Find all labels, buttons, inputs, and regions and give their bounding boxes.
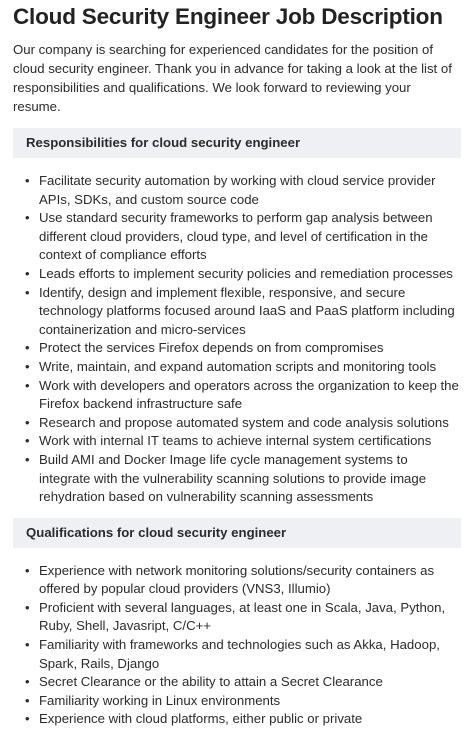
list-item-text: Write, maintain, and expand automation scripts and monitoring tools bbox=[39, 358, 437, 374]
list-item bbox=[25, 172, 461, 209]
qualifications-list bbox=[13, 562, 461, 729]
list-item bbox=[25, 562, 461, 599]
bullet-icon: • bbox=[25, 377, 30, 393]
list-item-text: Work with internal IT teams to achieve internal system certifications bbox=[39, 433, 432, 449]
list-item bbox=[25, 265, 461, 284]
list-item-text: Build AMI and Docker Image life cycle management systems to integrate with the vulnerability scanning solutions to provide image rehydration based on vulnerability scanning assessments bbox=[39, 451, 427, 505]
list-item bbox=[25, 377, 461, 414]
list-item bbox=[25, 636, 461, 673]
bullet-icon: • bbox=[25, 711, 30, 727]
list-item bbox=[25, 358, 461, 377]
list-item-text: Experience with network monitoring solutions/security containers as offered by popular cloud providers (VNS3, Illumio) bbox=[39, 562, 435, 597]
list-item bbox=[25, 432, 461, 451]
list-item bbox=[25, 209, 461, 265]
bullet-icon: • bbox=[25, 562, 30, 578]
bullet-icon: • bbox=[25, 340, 30, 356]
list-item-text: Leads efforts to implement security policies and remediation processes bbox=[39, 265, 453, 281]
bullet-icon: • bbox=[25, 599, 30, 615]
list-item-text: Familiarity working in Linux environments bbox=[39, 692, 281, 708]
list-item-text: Use standard security frameworks to perform gap analysis between different cloud providers, cloud type, and level of certification in the context of compliance efforts bbox=[39, 210, 433, 263]
bullet-icon: • bbox=[25, 414, 30, 430]
list-item bbox=[25, 284, 461, 340]
list-item bbox=[25, 710, 461, 729]
list-item-text: Work with developers and operators across the organization to keep the Firefox backend infrastructure safe bbox=[39, 377, 459, 412]
page-title: Cloud Security Engineer Job Description bbox=[13, 4, 443, 29]
bullet-icon: • bbox=[25, 358, 30, 374]
list-item-text: Facilitate security automation by working with cloud service provider APIs, SDKs, and custom source code bbox=[39, 173, 436, 207]
list-item bbox=[25, 339, 461, 358]
bullet-icon: • bbox=[25, 173, 30, 188]
responsibilities-heading: Responsibilities for cloud security engineer bbox=[13, 128, 461, 158]
bullet-icon: • bbox=[25, 433, 30, 449]
bullet-icon: • bbox=[25, 674, 30, 690]
list-item bbox=[25, 673, 461, 692]
qualifications-heading: Qualifications for cloud security engineer bbox=[13, 518, 461, 548]
bullet-icon: • bbox=[25, 210, 30, 226]
list-item-text: Research and propose automated system and code analysis solutions bbox=[39, 414, 449, 430]
list-item bbox=[25, 451, 461, 507]
bullet-icon: • bbox=[25, 284, 30, 300]
list-item bbox=[25, 599, 461, 636]
list-item-text: Experience with cloud platforms, either public or private bbox=[39, 711, 363, 727]
list-item bbox=[25, 414, 461, 433]
responsibilities-list bbox=[13, 172, 461, 507]
list-item-text: Secret Clearance or the ability to attain a Secret Clearance bbox=[39, 674, 383, 690]
intro-paragraph: Our company is searching for experienced candidates for the position of cloud security engineer. Thank you in advance for taking a look at the list of responsibilities and qualifications. We look forward to reviewing your resume. bbox=[13, 42, 452, 114]
bullet-icon: • bbox=[25, 692, 30, 708]
list-item-text: Familiarity with frameworks and technologies such as Akka, Hadoop, Spark, Rails, Django bbox=[39, 637, 440, 671]
list-item-text: Protect the services Firefox depends on from compromises bbox=[39, 340, 384, 356]
bullet-icon: • bbox=[25, 637, 30, 653]
list-item-text: Identify, design and implement flexible, responsive, and secure technology platforms focused around IaaS and PaaS platform including containerization and micro-services bbox=[39, 284, 455, 337]
list-item-text: Proficient with several languages, at least one in Scala, Java, Python, Ruby, Shell, Javasript, C/C++ bbox=[39, 599, 446, 634]
bullet-icon: • bbox=[25, 451, 30, 467]
bullet-icon: • bbox=[25, 265, 30, 281]
